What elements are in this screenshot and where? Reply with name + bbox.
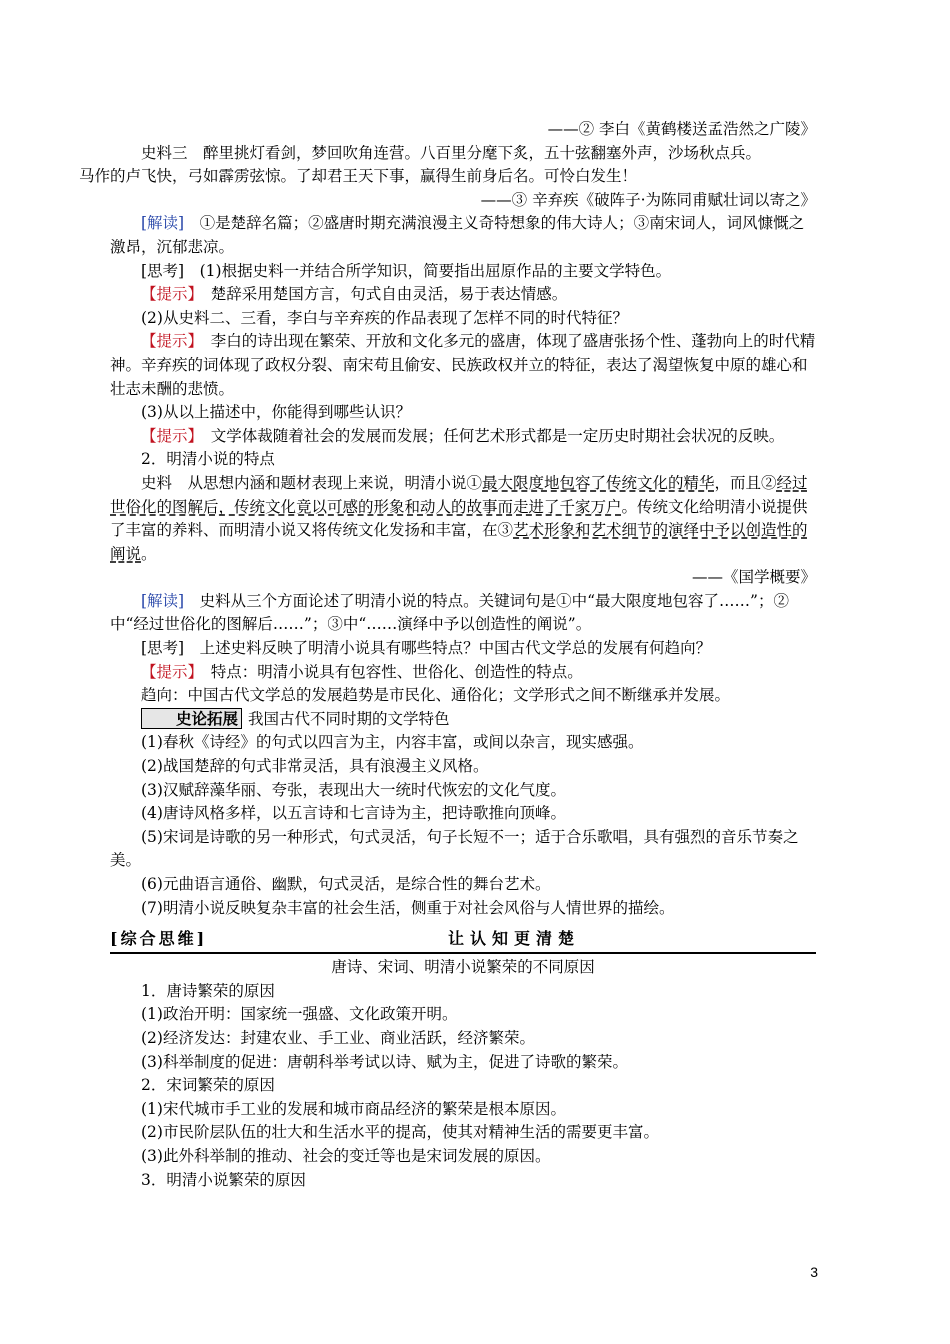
tag-thinking: [思考] [141, 261, 185, 280]
list-item: (1)春秋《诗经》的句式以四言为主，内容丰富，或间以杂言，现实感强。 [141, 733, 644, 752]
section-heading-2: 2．明清小说的特点 [141, 450, 275, 469]
interpretation-1: [解读] ①是楚辞名篇；②盛唐时期充满浪漫主义奇特想象的伟大诗人；③南宋词人，词风慷慨之激昂，沉郁悲凉。 [110, 214, 805, 256]
list-item: (2)市民阶层队伍的壮大和生活水平的提高，使其对精神生活的需要更丰富。 [141, 1123, 659, 1142]
subheading-song: 2．宋词繁荣的原因 [141, 1076, 275, 1095]
source-ming-qing: 史料 从思想内涵和题材表现上来说，明清小说①最大限度地包容了传统文化的精华，而且②经过世俗化的图解后，传统文化竟以可感的形象和动人的故事而走进了千家万户。传统文化给明清小说提供了丰富的养料、而明清小说又将传统文化发扬和丰富，在③艺术形象和艺术细节的演绎中予以创造性的阐说。 [110, 473, 808, 563]
list-item: (3)此外科举制的推动、社会的变迁等也是宋词发展的原因。 [141, 1146, 551, 1165]
question-3: (3)从以上描述中，你能得到哪些认识？ [141, 403, 411, 422]
subheading-tang: 1．唐诗繁荣的原因 [141, 981, 275, 1000]
hint-2: 【提示】 李白的诗出现在繁荣、开放和文化多元的盛唐，体现了盛唐张扬个性、蓬勃向上的时代精神。辛弃疾的词体现了政权分裂、南宋苟且偷安、民族政权并立的特征，表达了渴望恢复中原的雄心和壮志未酬的悲愤。 [110, 332, 816, 398]
interpretation-2: [解读] 史料从三个方面论述了明清小说的特点。关键词句是①中“最大限度地包容了……”；②中“经过世俗化的图解后……”；③中“……演绎中予以创造性的阐说”。 [110, 591, 789, 634]
list-item: (1)政治开明：国家统一强盛、文化政策开明。 [141, 1005, 458, 1024]
list-item: (5)宋词是诗歌的另一种形式，句式灵活，句子长短不一；适于合乐歌唱，具有强烈的音乐节奏之美。 [110, 827, 799, 870]
list-item: (7)明清小说反映复杂丰富的社会生活，侧重于对社会风俗与人情世界的描绘。 [141, 898, 675, 917]
trend-text: 趋向：中国古代文学总的发展趋势是市民化、通俗化；文学形式之间不断继承并发展。 [141, 686, 731, 705]
hint-3: 【提示】 文学体裁随着社会的发展而发展；任何艺术形式都是一定历史时期社会状况的反映。 [141, 426, 785, 445]
comprehensive-thinking-band [110, 926, 816, 954]
list-item: (3)科举制度的促进：唐朝科举考试以诗、赋为主，促进了诗歌的繁荣。 [141, 1052, 628, 1071]
question-2: (2)从史料二、三看，李白与辛弃疾的作品表现了怎样不同的时代特征？ [141, 308, 628, 327]
tag-hint: 【提示】 [141, 285, 196, 304]
list-item: (2)战国楚辞的句式非常灵活，具有浪漫主义风格。 [141, 757, 489, 776]
citation-xin-qiji: ——③ 辛弃疾《破阵子·为陈同甫赋壮词以寄之》 [480, 190, 816, 209]
citation-guoxue: ——《国学概要》 [691, 568, 816, 587]
history-extension-badge: 史论拓展 [141, 708, 242, 729]
band-subtitle: 让认知更清楚 [448, 928, 581, 948]
tag-interpretation: [解读] [141, 214, 185, 233]
tag-hint: 【提示】 [141, 426, 196, 445]
source-three: 史料三 醉里挑灯看剑，梦回吹角连营。八百里分麾下炙，五十弦翻塞外声，沙场秋点兵。 马作的卢飞快，弓如霹雳弦惊。了却君王天下事，赢得生前身后名。可怜白发生！ [79, 143, 762, 186]
band-title: [综合思维] [110, 928, 208, 948]
page-number: 3 [810, 1264, 818, 1280]
thinking-1: [思考] (1)根据史料一并结合所学知识，简要指出屈原作品的主要文学特色。 [141, 261, 672, 280]
history-extension-heading: 史论拓展 我国古代不同时期的文学特色 [110, 708, 816, 732]
list-item: (1)宋代城市手工业的发展和城市商品经济的繁荣是根本原因。 [141, 1099, 566, 1118]
tag-thinking: [思考] [141, 639, 185, 658]
list-item: (4)唐诗风格多样，以五言诗和七言诗为主，把诗歌推向顶峰。 [141, 804, 566, 823]
document-body [79, 118, 816, 1192]
thinking-2: [思考] 上述史料反映了明清小说具有哪些特点？中国古代文学总的发展有何趋向？ [141, 639, 712, 658]
section-title: 唐诗、宋词、明清小说繁荣的不同原因 [331, 958, 595, 977]
subheading-ming-qing: 3．明清小说繁荣的原因 [141, 1170, 306, 1189]
tag-interpretation: [解读] [141, 591, 185, 610]
tag-hint: 【提示】 [141, 662, 196, 681]
tag-hint: 【提示】 [141, 332, 196, 351]
list-item: (3)汉赋辞藻华丽、夸张，表现出大一统时代恢宏的文化气度。 [141, 780, 566, 799]
hint-4: 【提示】 特点：明清小说具有包容性、世俗化、创造性的特点。 [141, 662, 583, 681]
list-item: (2)经济发达：封建农业、手工业、商业活跃，经济繁荣。 [141, 1028, 535, 1047]
list-item: (6)元曲语言通俗、幽默，句式灵活，是综合性的舞台艺术。 [141, 875, 551, 893]
citation-li-bai: ——② 李白《黄鹤楼送孟浩然之广陵》 [547, 120, 816, 138]
hint-1: 【提示】 楚辞采用楚国方言，句式自由灵活，易于表达情感。 [141, 285, 568, 304]
